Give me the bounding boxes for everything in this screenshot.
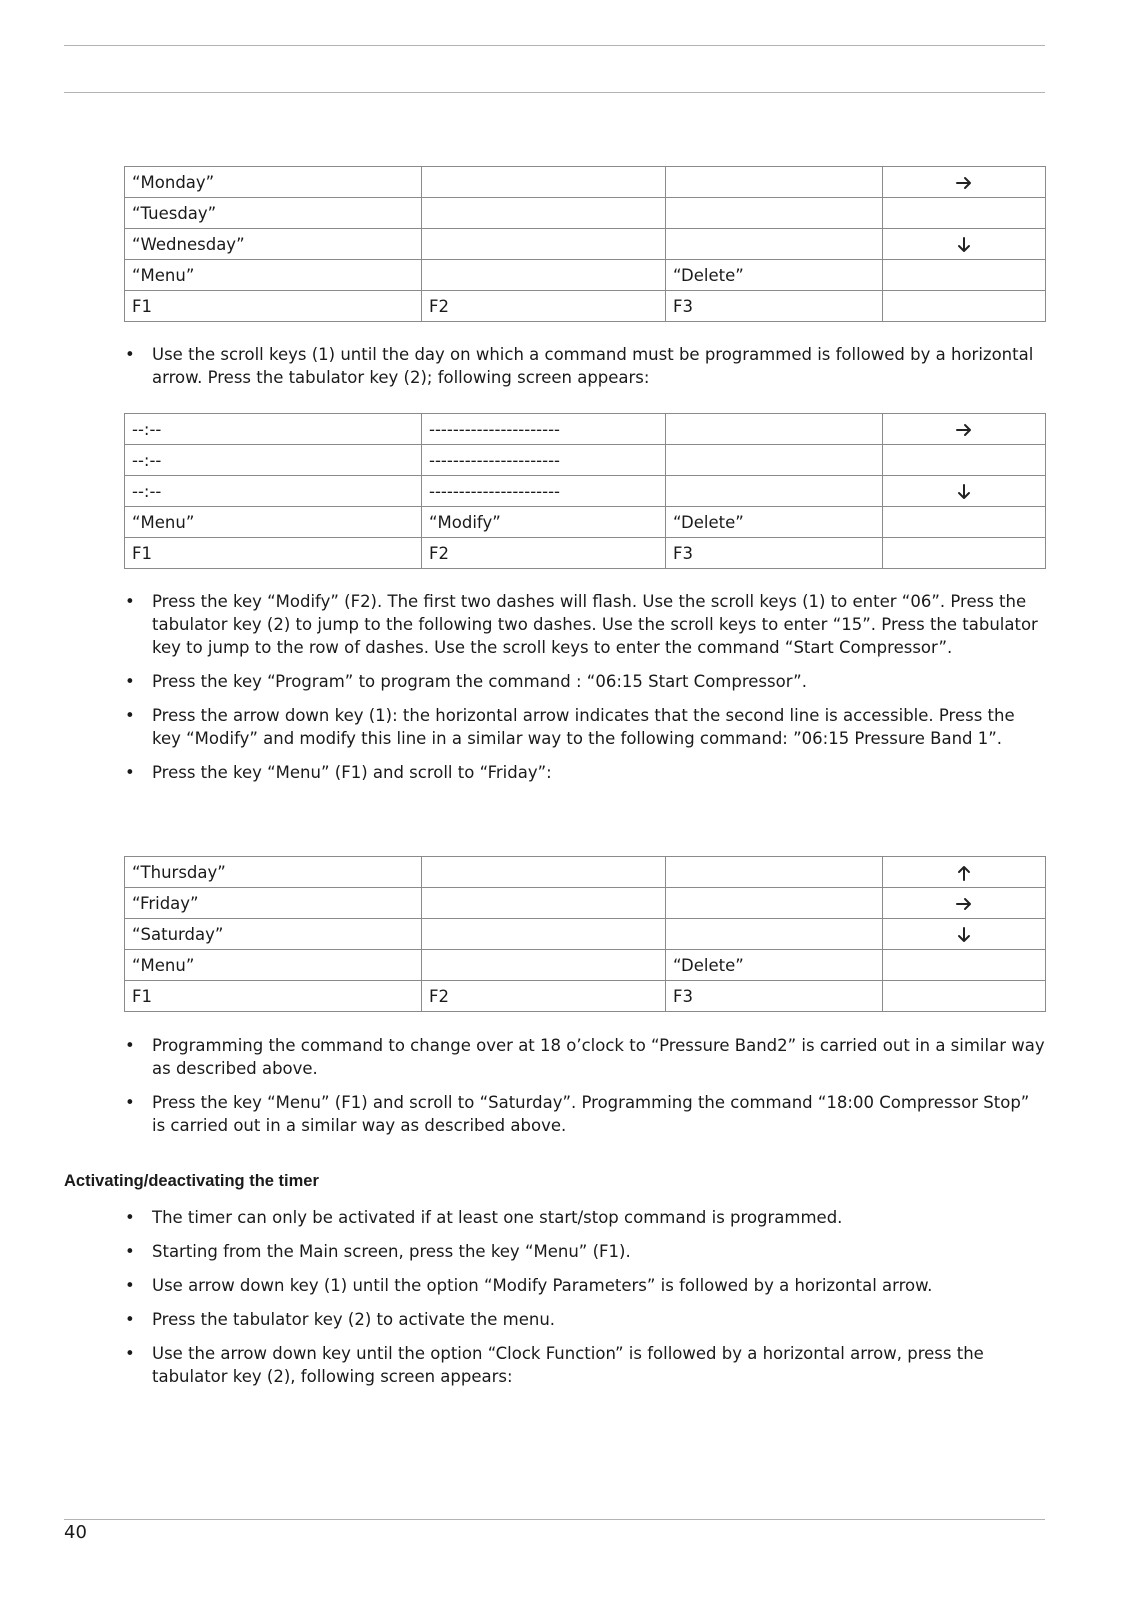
list-item-text: Use arrow down key (1) until the option “Modify Parameters” is followed by a horizontal arrow. bbox=[152, 1276, 933, 1295]
day-selection-screen-table bbox=[124, 166, 1046, 322]
table-cell bbox=[883, 950, 1046, 981]
table-cell bbox=[883, 445, 1046, 476]
table-cell bbox=[883, 981, 1046, 1012]
bullet-icon: • bbox=[125, 1310, 135, 1329]
list-item bbox=[124, 1274, 1046, 1297]
table-cell: ---------------------- bbox=[422, 445, 666, 476]
table-row bbox=[125, 919, 1046, 950]
instruction-list-1 bbox=[124, 343, 1046, 400]
table-cell: “Monday” bbox=[125, 167, 422, 198]
list-item bbox=[124, 704, 1046, 750]
table-row bbox=[125, 198, 1046, 229]
bullet-icon: • bbox=[125, 1276, 135, 1295]
table-cell bbox=[883, 291, 1046, 322]
table-row bbox=[125, 476, 1046, 507]
table-cell: F2 bbox=[422, 981, 666, 1012]
bullet-icon: • bbox=[125, 1093, 135, 1112]
table-cell: F1 bbox=[125, 538, 422, 569]
table-cell: “Delete” bbox=[666, 507, 883, 538]
table-cell bbox=[666, 167, 883, 198]
bullet-icon: • bbox=[125, 592, 135, 611]
instruction-list-4 bbox=[124, 1206, 1046, 1399]
instruction-list-2 bbox=[124, 590, 1046, 795]
list-item bbox=[124, 1034, 1046, 1080]
table-cell bbox=[422, 888, 666, 919]
bullet-icon: • bbox=[125, 1036, 135, 1055]
list-item bbox=[124, 670, 1046, 693]
table-cell: F1 bbox=[125, 291, 422, 322]
list-item bbox=[124, 1308, 1046, 1331]
table-row bbox=[125, 260, 1046, 291]
list-item-text: Press the key “Menu” (F1) and scroll to “Saturday”. Programming the command “18:00 Compressor Stop” is carried out in a similar way as described above. bbox=[152, 1093, 1030, 1135]
bullet-icon: • bbox=[125, 706, 135, 725]
table-cell bbox=[883, 198, 1046, 229]
table-cell bbox=[422, 950, 666, 981]
table-cell bbox=[666, 919, 883, 950]
bullet-icon: • bbox=[125, 1208, 135, 1227]
list-item-text: Use the arrow down key until the option “Clock Function” is followed by a horizontal arrow, press the tabulator key (2), following screen appears: bbox=[152, 1344, 984, 1386]
table-row bbox=[125, 229, 1046, 260]
table-row bbox=[125, 538, 1046, 569]
table-cell bbox=[666, 229, 883, 260]
table-cell bbox=[422, 167, 666, 198]
list-item-text: Starting from the Main screen, press the key “Menu” (F1). bbox=[152, 1242, 631, 1261]
list-item bbox=[124, 590, 1046, 659]
arrow-down-icon bbox=[955, 481, 973, 500]
table-row bbox=[125, 857, 1046, 888]
table-row bbox=[125, 167, 1046, 198]
table-cell bbox=[422, 919, 666, 950]
list-item bbox=[124, 343, 1046, 389]
table-cell: “Menu” bbox=[125, 950, 422, 981]
table-cell: “Menu” bbox=[125, 507, 422, 538]
table-cell: F3 bbox=[666, 981, 883, 1012]
table-cell bbox=[422, 229, 666, 260]
table-cell: --:-- bbox=[125, 445, 422, 476]
table-cell: “Delete” bbox=[666, 260, 883, 291]
instruction-list-3 bbox=[124, 1034, 1046, 1148]
bullet-icon: • bbox=[125, 1242, 135, 1261]
table-cell bbox=[883, 229, 1046, 260]
table-cell: “Delete” bbox=[666, 950, 883, 981]
table-row bbox=[125, 950, 1046, 981]
table-cell: --:-- bbox=[125, 414, 422, 445]
table-cell bbox=[883, 857, 1046, 888]
list-item bbox=[124, 1342, 1046, 1388]
table-cell: “Thursday” bbox=[125, 857, 422, 888]
table-row bbox=[125, 414, 1046, 445]
list-item bbox=[124, 1240, 1046, 1263]
list-item-text: Press the arrow down key (1): the horizontal arrow indicates that the second line is accessible. Press the key “Modify” and modify this line in a similar way to the following command: ”06:15 Pressure Band 1”. bbox=[152, 706, 1015, 748]
arrow-right-icon bbox=[955, 893, 973, 912]
table-cell bbox=[883, 919, 1046, 950]
list-item-text: Use the scroll keys (1) until the day on which a command must be programmed is followed by a horizontal arrow. Press the tabulator key (2); following screen appears: bbox=[152, 345, 1034, 387]
table-cell: --:-- bbox=[125, 476, 422, 507]
table-cell: F1 bbox=[125, 981, 422, 1012]
list-item-text: Press the key “Program” to program the command : “06:15 Start Compressor”. bbox=[152, 672, 807, 691]
table-cell: “Saturday” bbox=[125, 919, 422, 950]
table-cell bbox=[883, 260, 1046, 291]
friday-selection-screen-table bbox=[124, 856, 1046, 1012]
table-cell: F3 bbox=[666, 291, 883, 322]
table-cell: ---------------------- bbox=[422, 476, 666, 507]
table-row bbox=[125, 291, 1046, 322]
arrow-down-icon bbox=[955, 234, 973, 253]
table-cell: F2 bbox=[422, 291, 666, 322]
table-cell bbox=[666, 414, 883, 445]
table-cell bbox=[422, 198, 666, 229]
table-row bbox=[125, 888, 1046, 919]
table-cell: F3 bbox=[666, 538, 883, 569]
list-item bbox=[124, 1206, 1046, 1229]
table-cell: “Tuesday” bbox=[125, 198, 422, 229]
table-cell: “Wednesday” bbox=[125, 229, 422, 260]
arrow-up-icon bbox=[955, 862, 973, 881]
bullet-icon: • bbox=[125, 345, 135, 364]
table-cell: “Friday” bbox=[125, 888, 422, 919]
bullet-icon: • bbox=[125, 763, 135, 782]
arrow-right-icon bbox=[955, 172, 973, 191]
list-item-text: Press the key “Modify” (F2). The first two dashes will flash. Use the scroll keys (1) to enter “06”. Press the tabulator key (2) to jump to the following two dashes. Use the scroll keys to enter “15”. Press the tabulator key to jump to the row of dashes. Use the scroll keys to enter the command “Start Compressor”. bbox=[152, 592, 1038, 657]
table-row bbox=[125, 507, 1046, 538]
table-cell bbox=[422, 857, 666, 888]
table-cell: “Menu” bbox=[125, 260, 422, 291]
table-cell bbox=[883, 507, 1046, 538]
page-number: 40 bbox=[64, 1522, 87, 1543]
bullet-icon: • bbox=[125, 1344, 135, 1363]
table-row bbox=[125, 445, 1046, 476]
table-cell bbox=[883, 476, 1046, 507]
command-edit-screen-table bbox=[124, 413, 1046, 569]
table-cell bbox=[883, 414, 1046, 445]
footer-rule bbox=[64, 1519, 1045, 1520]
table-cell bbox=[666, 857, 883, 888]
table-cell: F2 bbox=[422, 538, 666, 569]
table-cell bbox=[666, 198, 883, 229]
list-item-text: Press the key “Menu” (F1) and scroll to “Friday”: bbox=[152, 763, 552, 782]
table-cell bbox=[666, 445, 883, 476]
table-cell: “Modify” bbox=[422, 507, 666, 538]
bullet-icon: • bbox=[125, 672, 135, 691]
table-cell bbox=[883, 167, 1046, 198]
table-cell bbox=[883, 538, 1046, 569]
list-item-text: The timer can only be activated if at least one start/stop command is programmed. bbox=[152, 1208, 843, 1227]
table-cell bbox=[666, 476, 883, 507]
list-item bbox=[124, 761, 1046, 784]
table-cell bbox=[666, 888, 883, 919]
header-rule-bottom bbox=[64, 92, 1045, 93]
list-item bbox=[124, 1091, 1046, 1137]
header-rule-top bbox=[64, 45, 1045, 46]
arrow-down-icon bbox=[955, 924, 973, 943]
arrow-right-icon bbox=[955, 419, 973, 438]
section-heading: Activating/deactivating the timer bbox=[64, 1172, 319, 1190]
list-item-text: Programming the command to change over at 18 o’clock to “Pressure Band2” is carried out in a similar way as described above. bbox=[152, 1036, 1045, 1078]
table-cell: ---------------------- bbox=[422, 414, 666, 445]
table-row bbox=[125, 981, 1046, 1012]
table-cell bbox=[422, 260, 666, 291]
table-cell bbox=[883, 888, 1046, 919]
list-item-text: Press the tabulator key (2) to activate the menu. bbox=[152, 1310, 556, 1329]
